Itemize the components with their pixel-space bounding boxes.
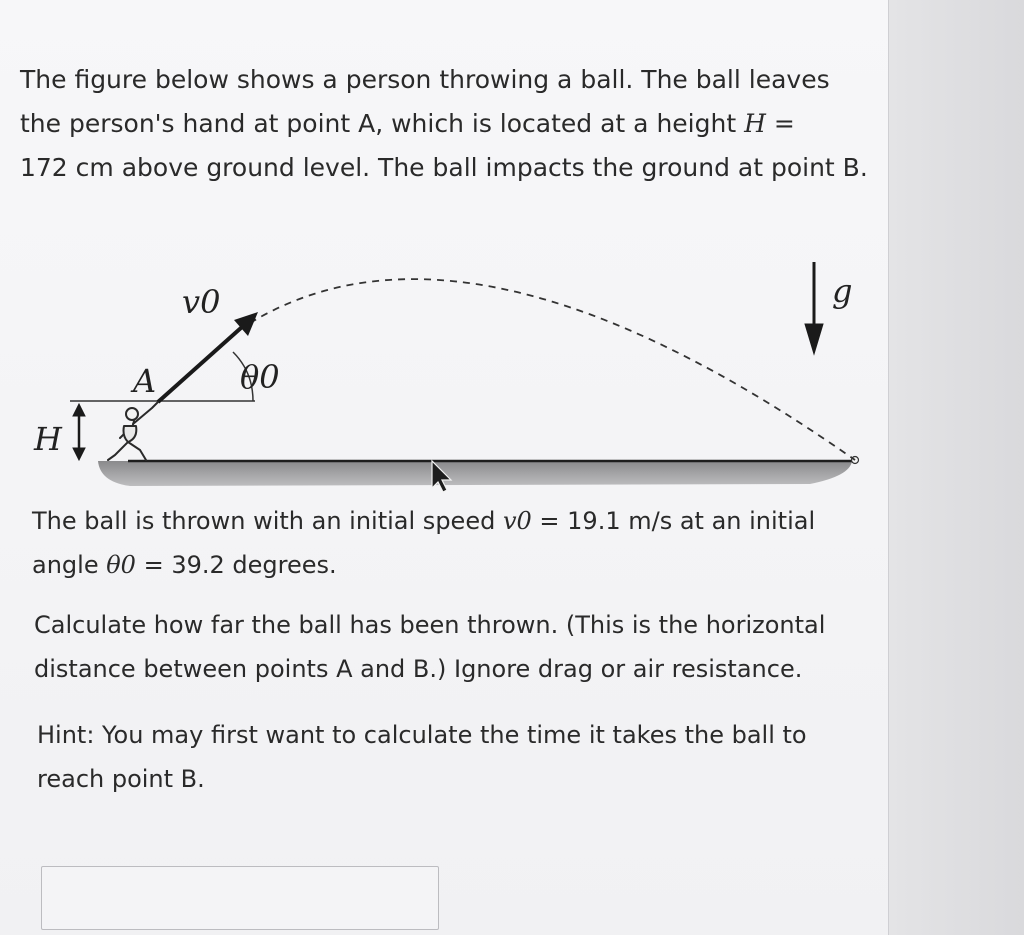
equals-sign: = bbox=[135, 551, 172, 579]
given-text-3: 39.2 degrees. bbox=[171, 551, 337, 579]
angle-symbol: θ0 bbox=[106, 551, 136, 579]
ground-shadow bbox=[98, 461, 852, 486]
person-throwing-icon bbox=[108, 402, 158, 460]
intro-text-1: The figure below shows a person throwing a ball. The ball leaves the person's hand at point A, which is located at a height bbox=[20, 65, 830, 138]
given-text-2: 19.1 m/s at an initial angle bbox=[32, 507, 816, 579]
hint-text: Hint: You may first want to calculate the time it takes the ball to reach point B. bbox=[37, 721, 807, 793]
intro-text-2: 172 cm above ground level. The ball impacts the ground at point B. bbox=[20, 153, 868, 182]
gravity-arrow-icon bbox=[805, 262, 823, 354]
trajectory-path bbox=[250, 279, 855, 460]
equals-sign: = bbox=[765, 109, 795, 138]
question-intro bbox=[20, 58, 870, 190]
label-height: H bbox=[34, 420, 62, 458]
height-symbol: H bbox=[744, 109, 766, 138]
equals-sign: = bbox=[531, 507, 568, 535]
projectile-figure bbox=[20, 250, 880, 500]
page-background-edge bbox=[889, 0, 1024, 935]
label-gravity: g bbox=[832, 272, 853, 310]
given-values bbox=[32, 499, 872, 587]
label-v0: v0 bbox=[182, 283, 221, 321]
given-text-1: The ball is thrown with an initial speed bbox=[32, 507, 503, 535]
velocity-vector bbox=[158, 327, 242, 402]
answer-input[interactable] bbox=[41, 866, 439, 930]
speed-symbol: v0 bbox=[502, 507, 532, 535]
label-theta0: θ0 bbox=[240, 358, 280, 396]
height-arrow-icon bbox=[73, 404, 85, 460]
task-text: Calculate how far the ball has been thrown. (This is the horizontal distance between points A and B.) Ignore drag or air resistance. bbox=[34, 611, 826, 683]
label-point-a: A bbox=[133, 362, 157, 400]
